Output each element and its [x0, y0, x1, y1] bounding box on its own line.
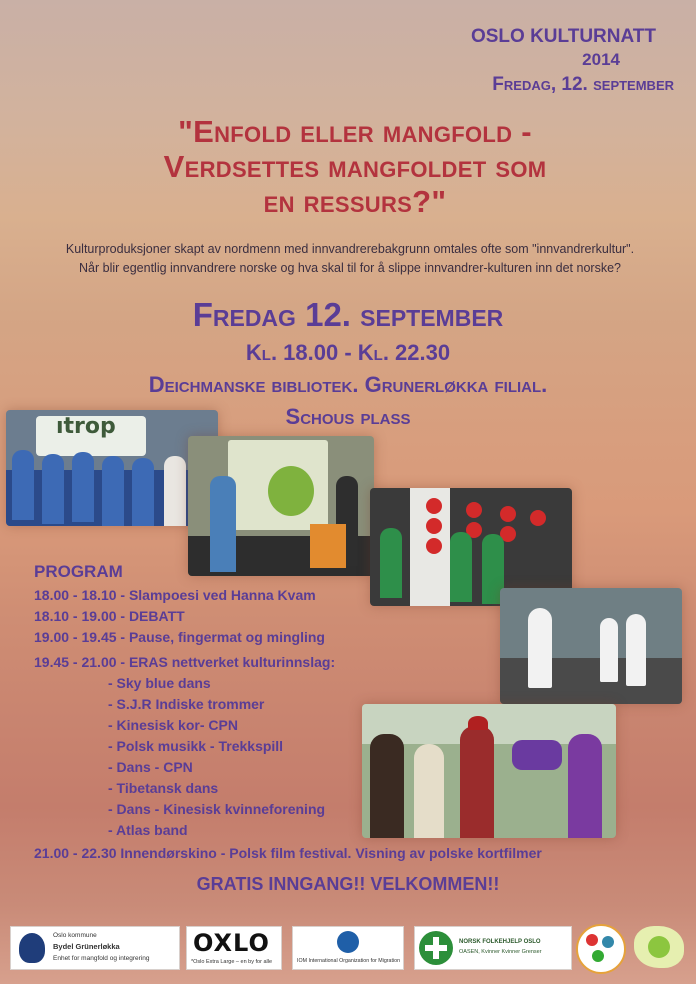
photo-white-dance — [500, 588, 682, 704]
event-series-title: OSLO KULTURNATT — [470, 26, 656, 47]
logo-eras — [634, 926, 684, 968]
folkehjelp-cross-icon — [419, 931, 453, 965]
program-subitem: - Polsk musikk - Trekkspill — [108, 738, 284, 754]
photo-stage-band — [188, 436, 374, 576]
logo-bydel-sub: Enhet for mangfold og integrering — [53, 955, 150, 962]
program-subitem: - Dans - CPN — [108, 759, 193, 775]
logo-norsk-folkehjelp — [414, 926, 572, 970]
headline-line-3: en ressurs?" — [263, 184, 447, 219]
logo-nf-line1: NORSK FOLKEHJELP OSLO — [459, 939, 541, 945]
logo-nf-line2: OASEN, Kvinner Kvinner Grenser — [459, 949, 542, 955]
photo-choir — [6, 410, 218, 526]
logo-oslo-kommune — [10, 926, 180, 970]
event-date: Fredag 12. september — [192, 296, 504, 333]
program-heading: PROGRAM — [34, 562, 123, 581]
logo-multicolor-circle — [576, 924, 626, 974]
free-entry-welcome: GRATIS INNGANG!! VELKOMMEN!! — [196, 874, 500, 894]
iom-globe-icon — [337, 931, 359, 953]
eras-leaf-icon — [648, 936, 670, 958]
program-item: 18.00 - 18.10 - Slampoesi ved Hanna Kvam — [34, 587, 316, 603]
program-subitem: - Tibetansk dans — [108, 780, 219, 796]
program-subitem: - Kinesisk kor- CPN — [108, 717, 238, 733]
program-subitem: - Atlas band — [108, 822, 188, 838]
headline-line-2: Verdsettes mangfoldet som — [163, 149, 547, 184]
program-subitem: - S.J.R Indiske trommer — [108, 696, 265, 712]
intro-line-1: Kulturproduksjoner skapt av nordmenn med innvandrerebakgrunn omtales ofte som "innvandrerkultur". — [65, 242, 635, 256]
headline — [60, 114, 650, 219]
logo-oslo-kommune-text: Oslo kommune — [53, 932, 97, 939]
intro-text — [16, 240, 684, 278]
program-item: 19.00 - 19.45 - Pause, fingermat og mingling — [34, 629, 325, 645]
logo-oxlo-text: OXLO — [193, 929, 270, 957]
photo-tibetan-dance — [362, 704, 616, 838]
logo-bydel-text: Bydel Grünerløkka — [53, 942, 120, 951]
program-item: 18.10 - 19.00 - DEBATT — [34, 608, 185, 624]
logo-oxlo-sub: *Oslo Extra Large – en by for alle — [191, 959, 273, 965]
headline-line-1: "Enfold eller mangfold - — [178, 114, 532, 149]
program-subitem: - Dans - Kinesisk kvinneforening — [108, 801, 326, 817]
event-venue-place: Schous plass — [285, 404, 411, 429]
oslo-crest-icon — [19, 933, 45, 963]
program-item: 19.45 - 21.00 - ERAS nettverket kulturinnslag: — [34, 654, 336, 670]
program-final-item: 21.00 - 22.30 Innendørskino - Polsk film festival. Visning av polske kortfilmer — [34, 845, 542, 861]
photo-sign-text: ıtrop — [56, 414, 116, 439]
header-date: Fredag, 12. september — [492, 74, 674, 95]
event-time: Kl. 18.00 - Kl. 22.30 — [245, 340, 451, 365]
logo-oxlo — [186, 926, 282, 970]
logo-iom-text: IOM International Organization for Migration — [297, 958, 401, 964]
program-subitem: - Sky blue dans — [108, 675, 211, 691]
event-year: 2014 — [582, 50, 620, 69]
intro-line-2: Når blir egentlig innvandrere norske og hva skal til for å slippe innvandrer-kulturen inn det norske? — [79, 261, 621, 275]
logo-iom — [292, 926, 404, 970]
event-venue: Deichmanske bibliotek. Grunerløkka filial. — [148, 372, 548, 397]
